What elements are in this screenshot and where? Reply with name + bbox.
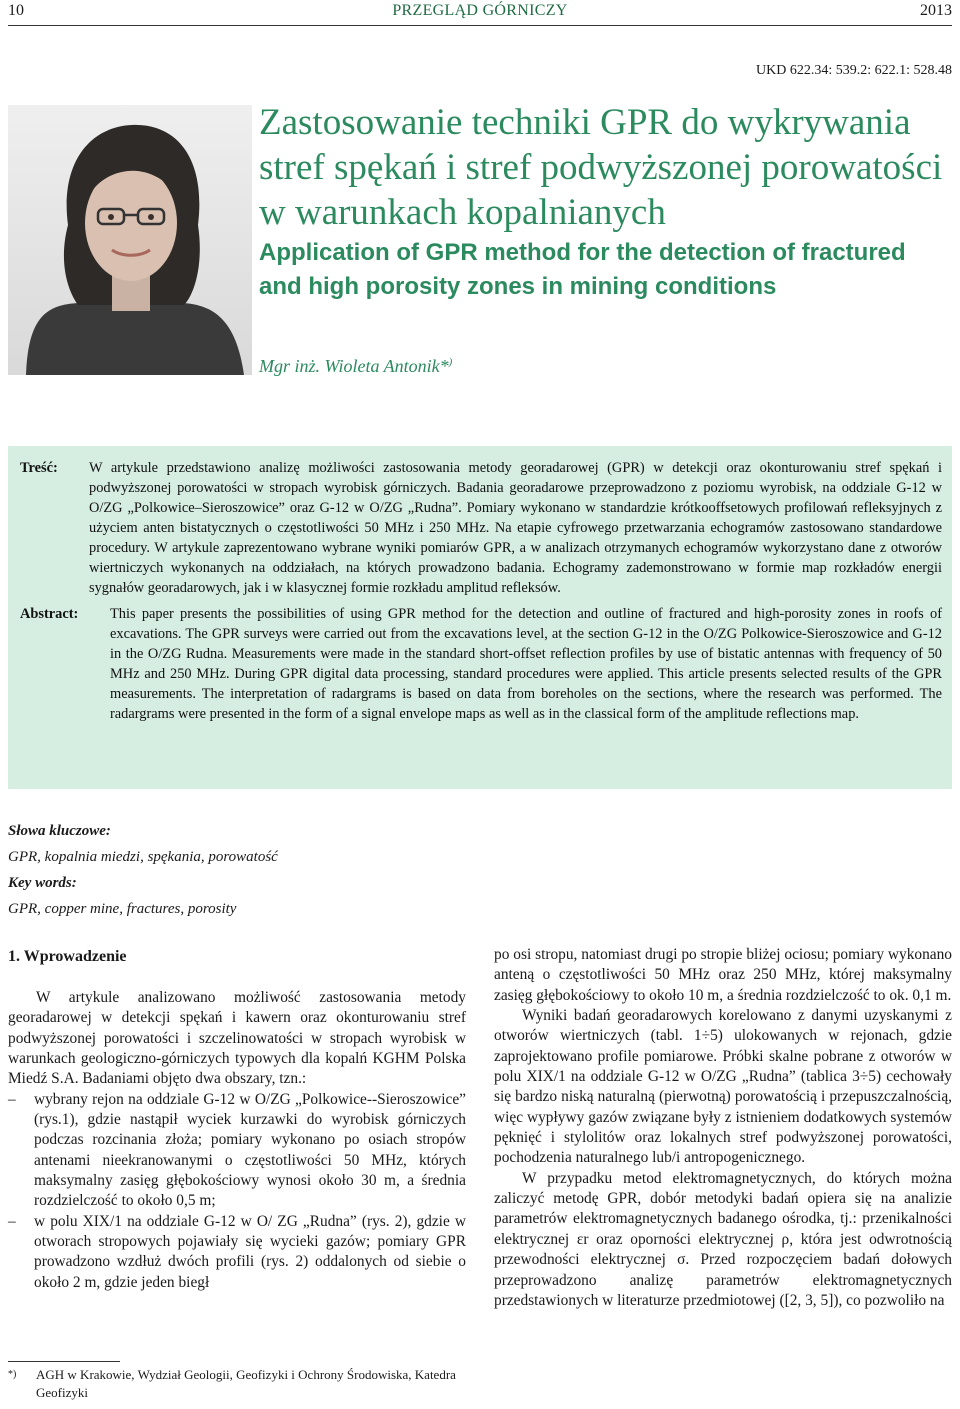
list-item: – w polu XIX/1 na oddziale G-12 w O/ ZG „Rudna” (rys. 2), gdzie w otworach stropowych pojawiały się wycieki gazów; pomiary GPR prowadzono wzdłuż dwóch profili (rys. 2) oddalonych od siebie o około 2 m, gdzie jeden biegł (8, 1212, 466, 1293)
article-title-english: Application of GPR method for the detection of fractured and high porosity zones in mining conditions (259, 239, 906, 300)
abstract-label: Abstract: (20, 606, 79, 622)
author-footnote-mark: ) (448, 356, 453, 368)
survey-area-list (8, 1090, 466, 1293)
right-column (494, 945, 952, 1311)
left-column (8, 946, 466, 1293)
affiliation-footnote (8, 1361, 478, 1402)
author-portrait-image (8, 105, 252, 375)
abstract-box (8, 446, 952, 789)
footnote-rule (8, 1361, 120, 1362)
journal-name: PRZEGLĄD GÓRNICZY (392, 2, 568, 19)
list-item: – wybrany rejon na oddziale G-12 w O/ZG „Polkowice--Sieroszowice” (rys.1), gdzie nastąpił wyciek kurzawki do wyrobisk górniczych podczas rozcinania złoża; pomiary wykonano po osiach stropów antenami nieekranowanymi o częstotliwości 50 MHz, których maksymalny zasięg głębokościowy wynosi około 30 m, a średnia rozdzielczość to około 0,5 m; (8, 1090, 466, 1212)
page-number: 10 (8, 2, 24, 19)
abstract-text: This paper presents the possibilities of using GPR method for the detection and outline of fractured and high-porosity zones in roofs of excavations. The GPR surveys were carried out from the excavations level, at the section G-12 in the O/ZG Polkowice-Sieroszowice and G-12 in the O/ZG Rudna. Measurements were made in the standard short-offset reflection profiles by use of bistatic antennas with frequency of 50 MHz and 250 MHz. During GPR digital data processing, standard procedures were applied. This article presents selected results of the GPR measurements. The interpretation of radargrams is based on data from boreholes on the sections, where the research was performed. The radargrams were presented in the form of a signal envelope maps as well as in the classical form of the amplitude reflections map. (110, 606, 942, 722)
article-title-polish: Zastosowanie techniki GPR do wykrywania stref spękań i stref podwyższonej porowatości w warunkach kopalnianych (259, 102, 943, 233)
keywords-en-value: GPR, copper mine, fractures, porosity (8, 901, 237, 917)
author-photo (8, 105, 252, 375)
tresc-block (20, 458, 942, 598)
author-line (259, 356, 452, 377)
boreholes-paragraph: Wyniki badań georadarowych korelowano z danymi uzyskanymi z otworów wiertniczych (tabl. 1÷5) ulokowanych w rejonach, gdzie zaprojektowano profile pomiarowe. Próbki skalne pobrane z otworów w polu XIX/1 na oddziale G-12 w O/ZG „Rudna” (tablica 3÷5) cechowały się bardzo niską naturalną (pierwotną) porowatością i przepuszczalnością, więc wypływy gazów związane były z istnieniem dodatkowych systemów pęknięć i stylolitów oraz lokalnych stref podwyższonej porowatości, pochodzenia naturalnego lub/i antropogenicznego. (494, 1007, 952, 1167)
footnote-mark: *) (8, 1369, 17, 1380)
header-rule (8, 25, 952, 26)
em-methods-paragraph: W przypadku metod elektromagnetycznych, do których można zaliczyć metodę GPR, dobór metodyki badań opiera się na analizie parametrów elektromagnetycznych badanego ośrodka, tj.: przenikalności elektrycznej εr oraz oporności elektrycznej ρ, która jest odwrotnością przewodności elektrycznej σ. Przed rozpoczęciem badań dołowych przeprowadzono analizę parametrów elektromagnetycznych przedstawionych w literaturze przedmiotowej ([2, 3, 5]), co pozwoliło na (494, 1169, 952, 1309)
running-header (0, 0, 960, 26)
keywords-pl-label: Słowa kluczowe: (8, 823, 111, 839)
keywords-block (8, 818, 278, 922)
tresc-text: W artykule przedstawiono analizę możliwości zastosowania metody georadarowej (GPR) w detekcji oraz okonturowaniu stref spękań i podwyższonej porowatości w stropach wyrobisk górniczych. Badania georadarowe przeprowadzono z poziomu wyrobisk, na oddziale G-12 w O/ZG „Polkowice–Sieroszowice” oraz G-12 w O/ZG „Rudna”. Pomiary wykonano w standardzie krótkooffsetowych profilowań refleksyjnych z użyciem anten bistatycznych o częstotliwości 50 MHz i 250 MHz. Na etapie cyfrowego przetwarzania echogramów zastosowano standardowe procedury. W artykule zaprezentowano wybrane wyniki pomiarów GPR, a w analizach otrzymanych echogramów wykorzystano dane z otworów wiertniczych wykonanych na oddziałach, na których prowadzono badania. Echogramy zademonstrowano w formie map rozkładów energii sygnałów georadarowych, jak i w klasycznej formie rozkładu amplitud refleksów. (89, 460, 942, 596)
author-name: Mgr inż. Wioleta Antonik* (259, 356, 449, 376)
footnote-text: AGH w Krakowie, Wydział Geologii, Geofizyki i Ochrony Środowiska, Katedra Geofizyki (36, 1367, 456, 1400)
section-heading: 1. Wprowadzenie (8, 948, 127, 965)
ukd-classification: UKD 622.34: 539.2: 622.1: 528.48 (756, 63, 952, 78)
keywords-pl-value: GPR, kopalnia miedzi, spękania, porowatość (8, 849, 278, 865)
tresc-label: Treść: (20, 460, 58, 476)
continued-paragraph: po osi stropu, natomiast drugi po stropie bliżej ociosu; pomiary wykonano anteną o częstotliwości 50 MHz oraz 250 MHz, której maksymalny zasięg głębokościowy to około 10 m, a średnia rozdzielczość to ok. 0,1 m. (494, 946, 952, 1004)
keywords-en-label: Key words: (8, 875, 77, 891)
intro-paragraph: W artykule analizowano możliwość zastosowania metody georadarowej w detekcji spękań i kawern oraz okonturowaniu stref podwyższonej porowatości i szczelinowatości w stropach wyrobisk w warunkach geologiczno-górniczych typowych dla kopalń KGHM Polska Miedź S.A. Badaniami objęto dwa obszary, tzn.: (8, 989, 466, 1088)
abstract-block (20, 604, 942, 724)
journal-year: 2013 (920, 2, 952, 19)
